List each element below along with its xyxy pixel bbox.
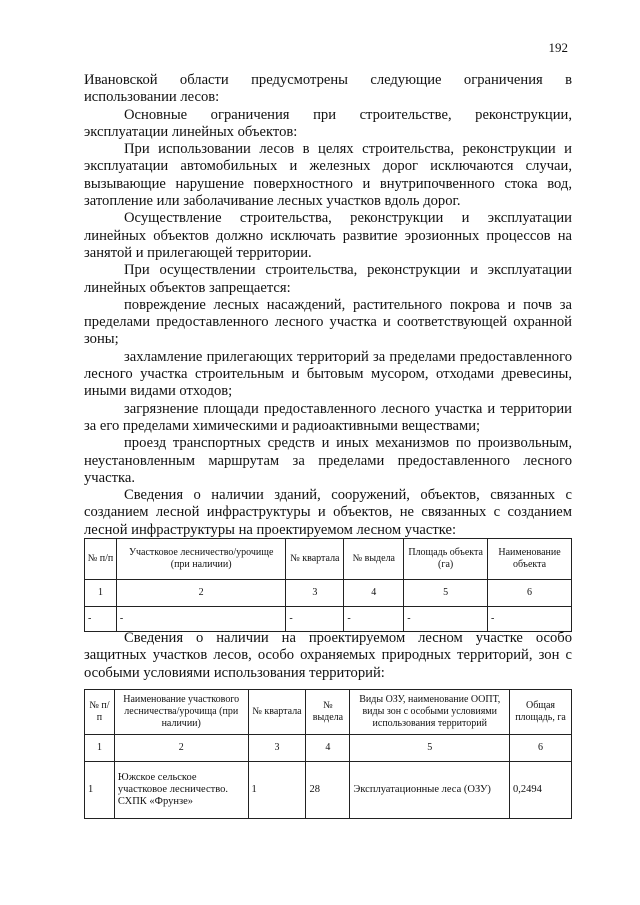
header-cell: Общая площадь, га — [510, 690, 572, 735]
table-cell: 6 — [488, 580, 572, 607]
protected-areas-intro — [84, 630, 572, 682]
header-cell: Наименование участкового лесничества/урочища (при наличии) — [114, 690, 248, 735]
table-cell: - — [286, 607, 344, 632]
infrastructure-table — [84, 538, 572, 632]
table-row — [85, 607, 572, 632]
column-number-row — [85, 580, 572, 607]
paragraph: повреждение лесных насаждений, растительного покрова и почв за пределами предоставленного лесного участка и соответствующей охранной зоны; — [84, 296, 572, 348]
table-cell: 4 — [306, 735, 350, 762]
body-text — [84, 72, 572, 539]
table-cell: Эксплуатационные леса (ОЗУ) — [350, 762, 510, 819]
table-cell: Южское сельское участковое лесничество. СХПК «Фрунзе» — [114, 762, 248, 819]
table-cell: 6 — [510, 735, 572, 762]
header-cell: № п/п — [85, 539, 117, 580]
paragraph: Осуществление строительства, реконструкции и эксплуатации линейных объектов должно исключать развитие эрозионных процессов на занятой и прилегающей территории. — [84, 210, 572, 261]
header-cell: № квартала — [248, 690, 306, 735]
table-cell: 2 — [114, 735, 248, 762]
table-row — [85, 762, 572, 819]
paragraph: загрязнение площади предоставленного лесного участка и территории за его пределами химическими и радиоактивными веществами; — [84, 400, 572, 434]
table-header-row — [85, 539, 572, 580]
protected-areas-table — [84, 689, 572, 819]
paragraph: При использовании лесов в целях строительства, реконструкции и эксплуатации автомобильных и железных дорог исключаются случаи, вызывающие нарушение поверхностного и внутрипочвенного стока вод, затопление или заболачивание лесных участков вдоль дорог. — [84, 141, 572, 210]
table-cell: 5 — [404, 580, 488, 607]
header-cell: Площадь объекта (га) — [404, 539, 488, 580]
table-cell: 1 — [85, 762, 115, 819]
table-cell: 1 — [248, 762, 306, 819]
header-cell: № выдела — [306, 690, 350, 735]
paragraph: Основные ограничения при строительстве, реконструкции, эксплуатации линейных объектов: — [84, 106, 572, 140]
table-cell: - — [488, 607, 572, 632]
table-cell: 1 — [85, 735, 115, 762]
column-number-row — [85, 735, 572, 762]
table-cell: 28 — [306, 762, 350, 819]
paragraph: проезд транспортных средств и иных механизмов по произвольным, неустановленным маршрутам за пределами предоставленного лесного участка. — [84, 435, 572, 486]
paragraph: Сведения о наличии зданий, сооружений, объектов, связанных с созданием лесной инфраструктуры и объектов, не связанных с созданием лесной инфраструктуры на проектируемом лесном участке: — [84, 487, 572, 538]
table-cell: 5 — [350, 735, 510, 762]
header-cell: Наименование объекта — [488, 539, 572, 580]
header-cell: Участковое лесничество/урочище (при наличии) — [116, 539, 286, 580]
table-cell: 1 — [85, 580, 117, 607]
table-cell: - — [344, 607, 404, 632]
table-cell: - — [85, 607, 117, 632]
header-cell: № квартала — [286, 539, 344, 580]
paragraph: Сведения о наличии на проектируемом лесном участке особо защитных участков лесов, особо охраняемых природных территорий, зон с особыми условиями использования территорий: — [84, 630, 572, 681]
page-number: 192 — [548, 40, 568, 55]
table-cell: 3 — [286, 580, 344, 607]
table-cell: 4 — [344, 580, 404, 607]
paragraph: захламление прилегающих территорий за пределами предоставленного лесного участка строительным и бытовым мусором, отходами древесины, иными видами отходов; — [84, 348, 572, 400]
table-cell: 2 — [116, 580, 286, 607]
header-cell: Виды ОЗУ, наименование ООПТ, виды зон с особыми условиями использования территорий — [350, 690, 510, 735]
table-cell: - — [404, 607, 488, 632]
table-cell: - — [116, 607, 286, 632]
table-header-row — [85, 690, 572, 735]
header-cell: № п/п — [85, 690, 115, 735]
paragraph: При осуществлении строительства, реконструкции и эксплуатации линейных объектов запрещается: — [84, 262, 572, 296]
table-cell: 3 — [248, 735, 306, 762]
paragraph: Ивановской области предусмотрены следующие ограничения в использовании лесов: — [84, 72, 572, 106]
table-cell: 0,2494 — [510, 762, 572, 819]
header-cell: № выдела — [344, 539, 404, 580]
